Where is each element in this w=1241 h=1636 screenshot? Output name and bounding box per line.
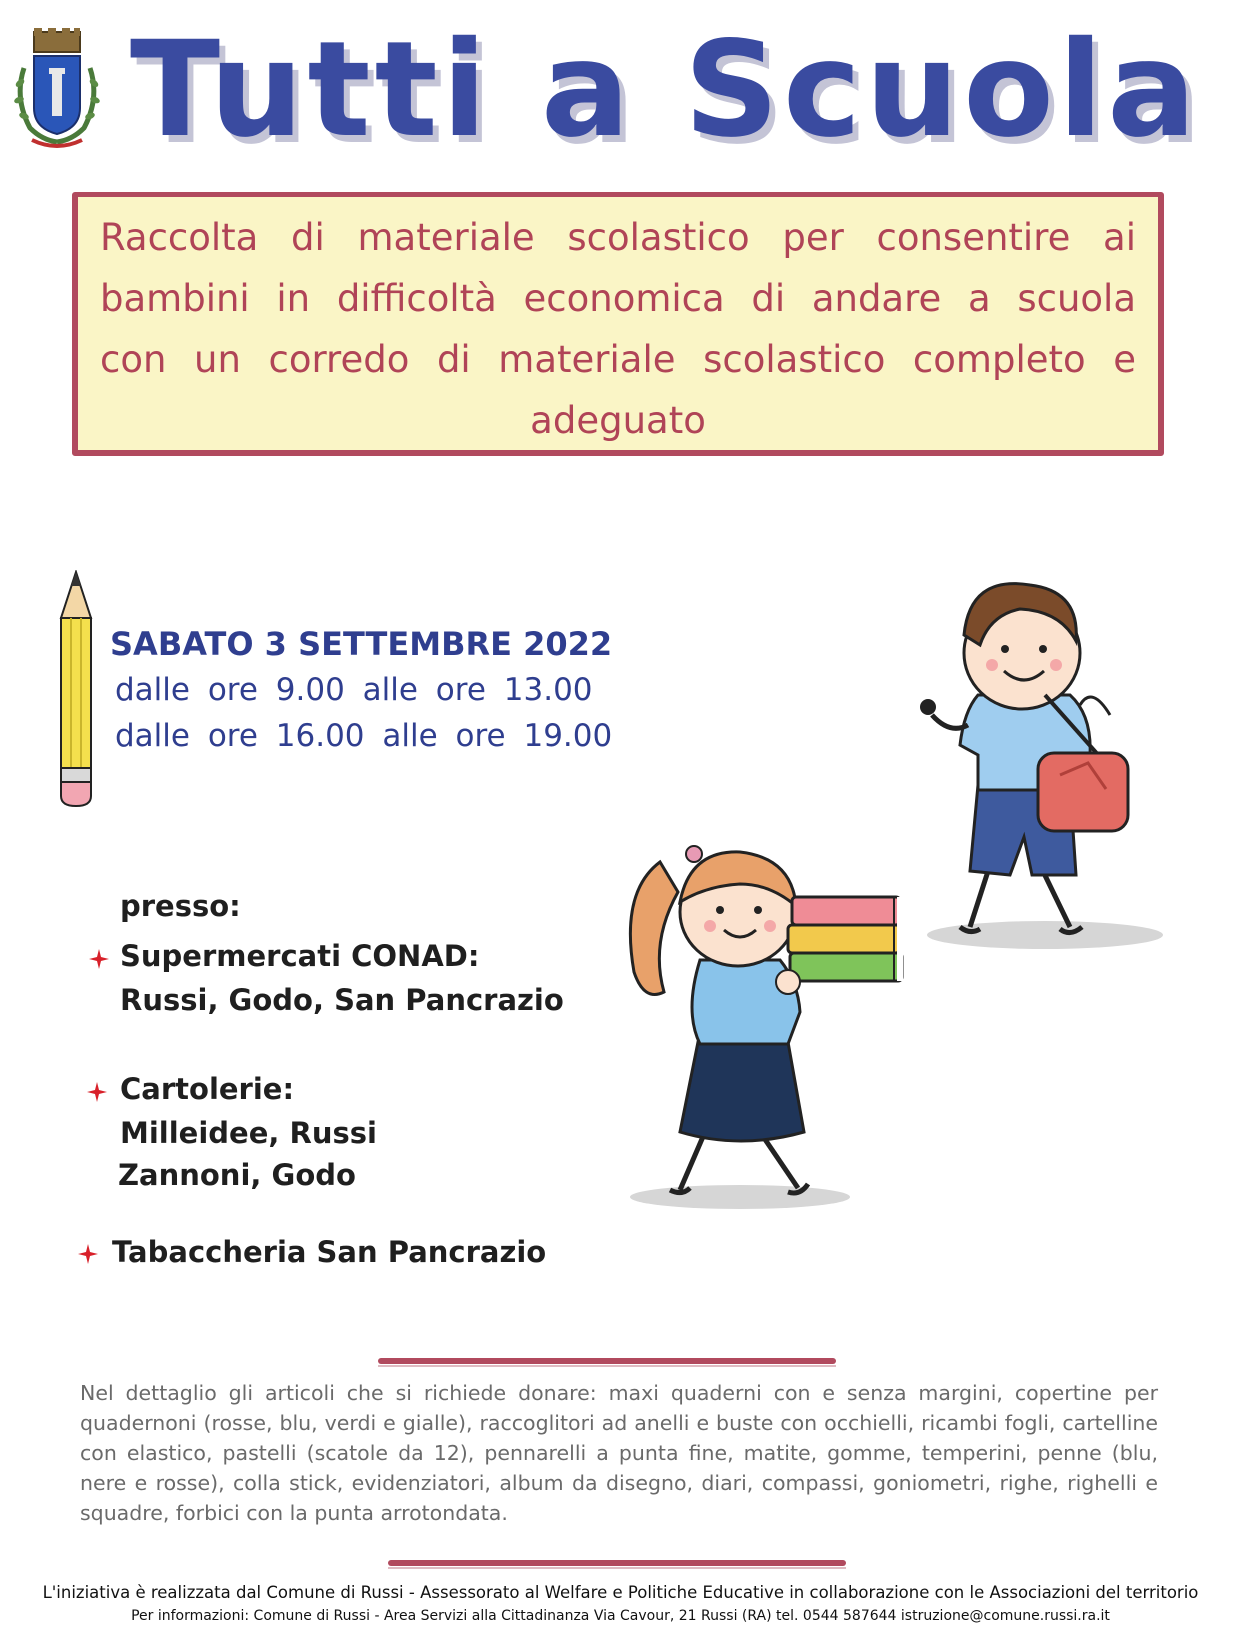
- star-bullet-icon: [86, 1081, 108, 1103]
- footer-contact: Per informazioni: Comune di Russi - Area Servizi alla Cittadinanza Via Cavour, 21 Russi (RA) tel. 0544 587644 istruzione@comune.russi.ra.it: [131, 1608, 1110, 1624]
- divider-top: [378, 1358, 836, 1364]
- pencil-icon: [55, 570, 97, 810]
- municipal-crest-icon: [12, 28, 102, 153]
- intro-text: Raccolta di materiale scolastico per consentire ai bambini in difficoltà economica di andare a scuola con un corredo di materiale scolastico completo e adeguato: [100, 216, 1136, 442]
- location-title-conad: Supermercati CONAD:: [120, 939, 480, 973]
- location-title-cartolerie: Cartolerie:: [120, 1072, 295, 1106]
- divider-bottom: [388, 1560, 846, 1566]
- hours-afternoon: dalle ore 16.00 alle ore 19.00: [115, 718, 613, 754]
- location-title-tabaccheria: Tabaccheria San Pancrazio: [112, 1235, 547, 1269]
- page-title: Tutti a Scuola: [130, 13, 1201, 167]
- footer-credit: L'iniziativa è realizzata dal Comune di Russi - Assessorato al Welfare e Politiche Educative in collaborazione con le Associazioni del territorio: [42, 1583, 1199, 1602]
- event-date: SABATO 3 SETTEMBRE 2022: [110, 625, 613, 663]
- details-text: Nel dettaglio gli articoli che si richiede donare: maxi quaderni con e senza margini, copertine per quadernoni (rosse, blu, verdi e gialle), raccoglitori ad anelli e buste con occhielli, ricambi fogli, cartelline con elastico, pastelli (scatole da 12), pennarelli a punta fine, matite, gomme, temperini, penne (blu, nere e rosse), colla stick, evidenziatori, album da disegno, diari, compassi, goniometri, righe, righelli e squadre, forbici con la punta arrotondata.: [80, 1381, 1158, 1525]
- location-line-zannoni: Zannoni, Godo: [118, 1158, 356, 1192]
- location-line-conad: Russi, Godo, San Pancrazio: [120, 983, 564, 1017]
- location-line-milleidee: Milleidee, Russi: [120, 1116, 377, 1150]
- star-bullet-icon: [88, 948, 110, 970]
- girl-illustration: [620, 832, 910, 1217]
- locations-intro: presso:: [120, 889, 241, 923]
- boy-illustration: [920, 575, 1185, 955]
- hours-morning: dalle ore 9.00 alle ore 13.00: [115, 672, 593, 708]
- star-bullet-icon: [77, 1243, 99, 1265]
- intro-box: [72, 192, 1164, 456]
